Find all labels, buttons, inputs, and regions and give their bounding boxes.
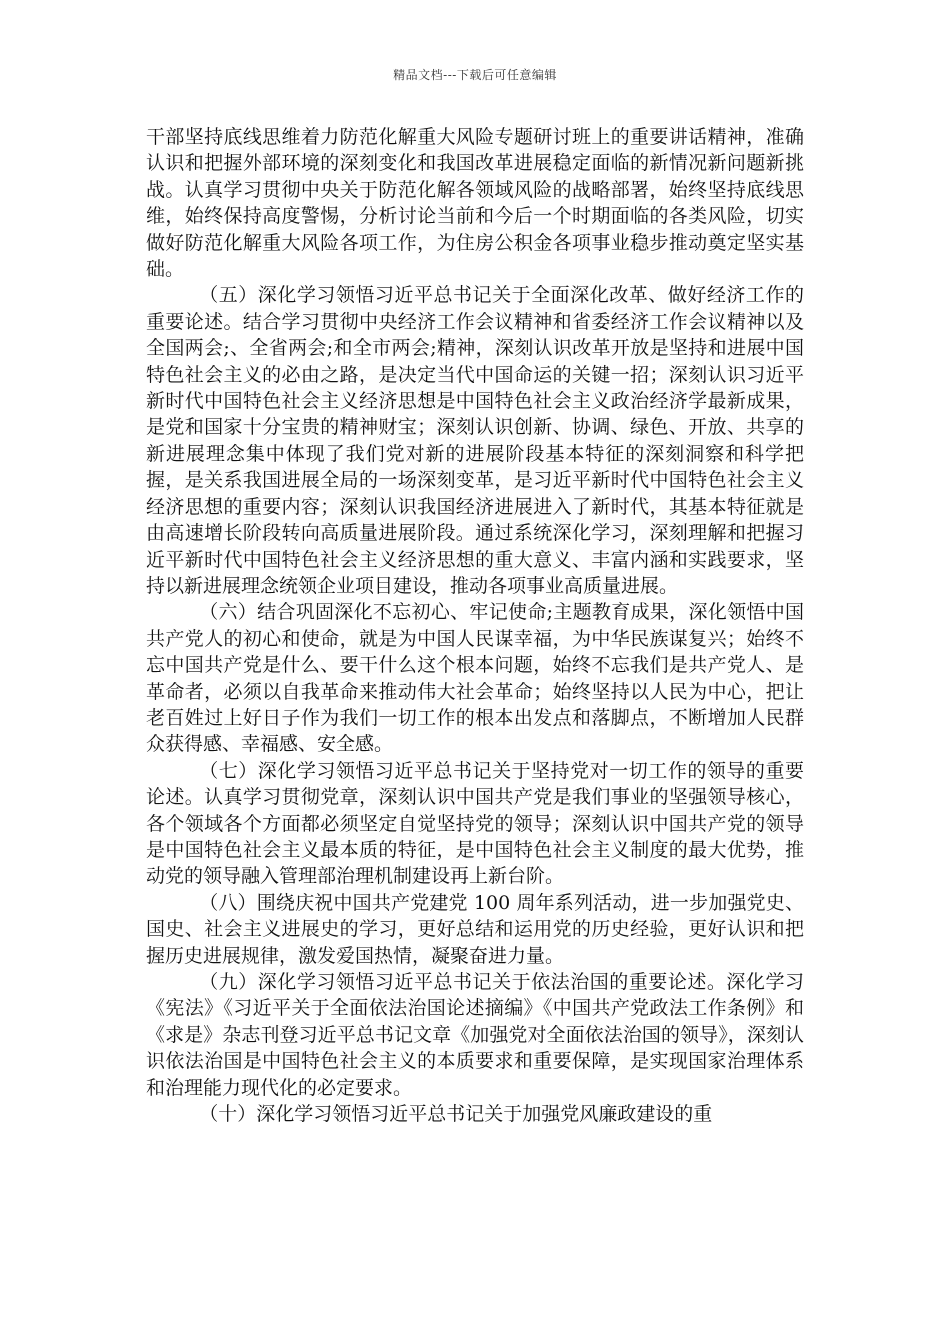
paragraph-section-8: （八）围绕庆祝中国共产党建党 100 周年系列活动，进一步加强党史、国史、社会主义进展史的学习，更好总结和运用党的历史经验，更好认识和把握历史进展规律，激发爱国热情，凝聚奋进力量。 [146,891,804,967]
paragraph-section-9: （九）深化学习领悟习近平总书记关于依法治国的重要论述。深化学习《宪法》《习近平关于全面依法治国论述摘编》《中国共产党政法工作条例》和《求是》杂志刊登习近平总书记文章《加强党对全面依法治国的领导》，深刻认识依法治国是中国特色社会主义的本质要求和重要保障，是实现国家治理体系和治理能力现代化的必定要求。 [146,971,804,1099]
paragraph-section-5: （五）深化学习领悟习近平总书记关于全面深化改革、做好经济工作的重要论述。结合学习贯彻中央经济工作会议精神和省委经济工作会议精神以及全国两会;、全省两会;和全市两会;精神，深刻认识改革开放是坚持和进展中国特色社会主义的必由之路，是决定当代中国命运的关键一招；深刻认识习近平新时代中国特色社会主义经济思想是中国特色社会主义政治经济学最新成果，是党和国家十分宝贵的精神财宝；深刻认识创新、协调、绿色、开放、共享的新进展理念集中体现了我们党对新的进展阶段基本特征的深刻洞察和科学把握，是关系我国进展全局的一场深刻变革，是习近平新时代中国特色社会主义经济思想的重要内容；深刻认识我国经济进展进入了新时代，其基本特征就是由高速增长阶段转向高质量进展阶段。通过系统深化学习，深刻理解和把握习近平新时代中国特色社会主义经济思想的重大意义、丰富内涵和实践要求，坚持以新进展理念统领企业项目建设，推动各项事业高质量进展。 [146,284,804,597]
page-header: 精品文档---下载后可任意编辑 [393,68,557,82]
paragraph-section-7: （七）深化学习领悟习近平总书记关于坚持党对一切工作的领导的重要论述。认真学习贯彻党章，深刻认识中国共产党是我们事业的坚强领导核心，各个领域各个方面都必须坚定自觉坚持党的领导；深刻认识中国共产党的领导是中国特色社会主义最本质的特征，是中国特色社会主义制度的最大优势，推动党的领导融入管理部治理机制建设再上新台阶。 [146,759,804,888]
paragraph-section-6: （六）结合巩固深化不忘初心、牢记使命;主题教育成果，深化领悟中国共产党人的初心和使命，就是为中国人民谋幸福，为中华民族谋复兴；始终不忘中国共产党是什么、要干什么这个根本问题，始终不忘我们是共产党人、是革命者，必须以自我革命来推动伟大社会革命；始终坚持以人民为中心，把让老百姓过上好日子作为我们一切工作的根本出发点和落脚点，不断增加人民群众获得感、幸福感、安全感。 [146,601,804,756]
paragraph-continued: 干部坚持底线思维着力防范化解重大风险专题研讨班上的重要讲话精神，准确认识和把握外部环境的深刻变化和我国改革进展稳定面临的新情况新问题新挑战。认真学习贯彻中央关于防范化解各领域风险的战略部署，始终坚持底线思维，始终保持高度警惕，分析讨论当前和今后一个时期面临的各类风险，切实做好防范化解重大风险各项工作，为住房公积金各项事业稳步推动奠定坚实基础。 [146,126,804,281]
paragraph-section-10: （十）深化学习领悟习近平总书记关于加强党风廉政建设的重 [199,1103,713,1126]
document-body [146,124,804,1127]
